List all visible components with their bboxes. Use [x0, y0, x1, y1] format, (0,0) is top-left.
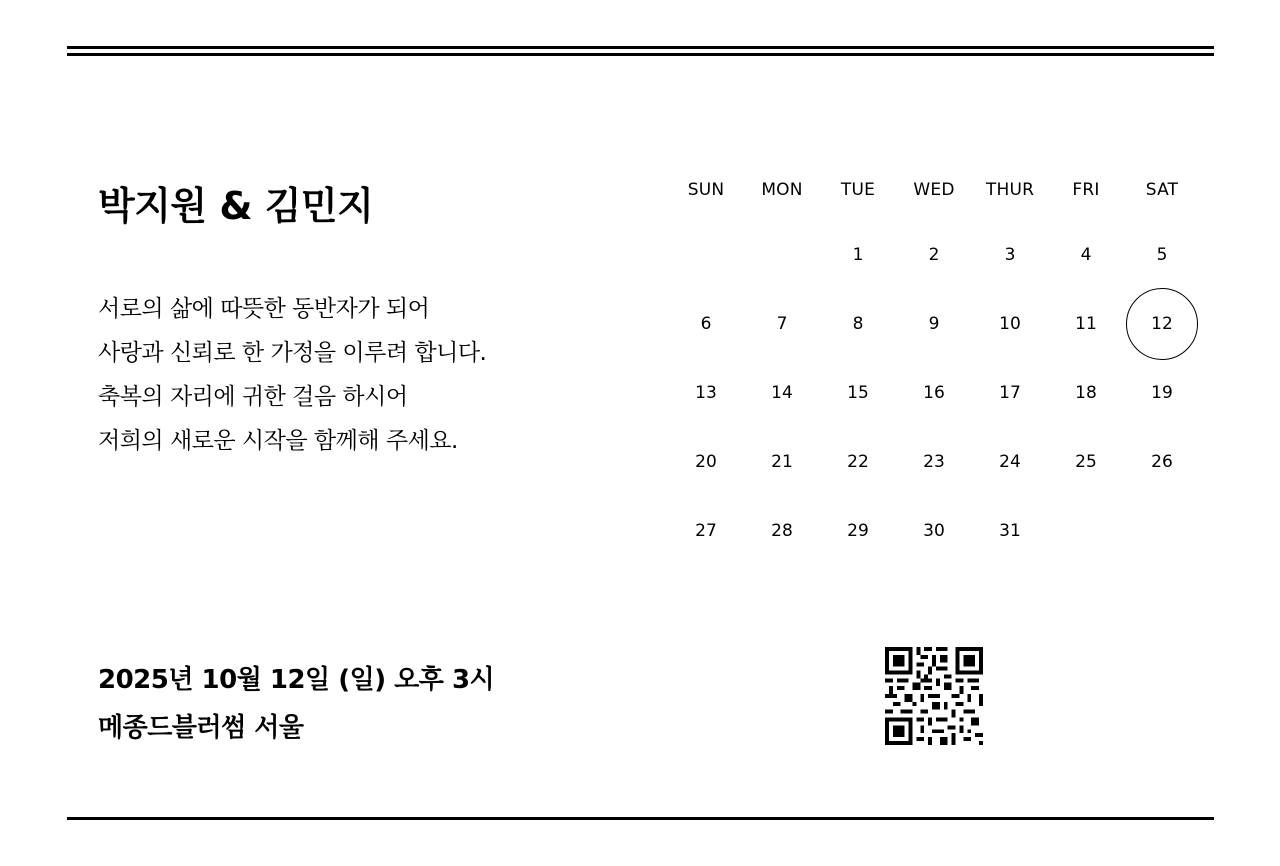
- calendar-day: [744, 496, 820, 565]
- calendar-day-number: 26: [1151, 451, 1173, 472]
- top-rule: [67, 46, 1214, 49]
- calendar-day: [668, 289, 744, 358]
- calendar-day-number: 9: [928, 313, 940, 334]
- calendar-day: [896, 289, 972, 358]
- calendar-day-number: 3: [1004, 244, 1016, 265]
- calendar-day: [820, 496, 896, 565]
- calendar-day-highlighted: [1124, 289, 1200, 358]
- calendar-day: [896, 427, 972, 496]
- calendar-week-row: [668, 289, 1200, 358]
- calendar-day-number: 5: [1156, 244, 1168, 265]
- calendar-empty-cell: [744, 220, 820, 289]
- calendar-day-number: 11: [1075, 313, 1097, 334]
- calendar-day-number: 15: [847, 382, 869, 403]
- calendar-day: [1124, 358, 1200, 427]
- calendar-day-number: 18: [1075, 382, 1097, 403]
- calendar-weekday-header: [668, 180, 1200, 200]
- calendar-day-number: 16: [923, 382, 945, 403]
- weekday-label: TUE: [840, 180, 876, 200]
- calendar-day: [972, 496, 1048, 565]
- calendar-day-number: 10: [999, 313, 1021, 334]
- calendar-day: [896, 358, 972, 427]
- calendar-day-number: 4: [1080, 244, 1092, 265]
- calendar-day: [1124, 220, 1200, 289]
- weekday-label: SUN: [687, 180, 725, 200]
- couple-names: 박지원 & 김민지: [98, 184, 374, 228]
- calendar-day-number: 13: [695, 382, 717, 403]
- calendar-week-row: [668, 427, 1200, 496]
- calendar-day-number: 1: [852, 244, 864, 265]
- calendar-day: [1048, 220, 1124, 289]
- top-rule-inner: [67, 53, 1214, 56]
- calendar-day-number: 19: [1151, 382, 1173, 403]
- calendar-empty-cell: [1124, 496, 1200, 565]
- message-line: 서로의 삶에 따뜻한 동반자가 되어: [98, 296, 430, 322]
- calendar-day-number: 7: [776, 313, 788, 334]
- calendar-day-number: 29: [847, 520, 869, 541]
- calendar-day-number: 28: [771, 520, 793, 541]
- calendar-day: [744, 289, 820, 358]
- weekday-label: SAT: [1145, 180, 1179, 200]
- calendar-day: [972, 220, 1048, 289]
- calendar-week-row: [668, 358, 1200, 427]
- calendar-day: [820, 427, 896, 496]
- calendar-day: [820, 220, 896, 289]
- calendar-day: [972, 358, 1048, 427]
- calendar-day: [1048, 358, 1124, 427]
- calendar-day: [820, 358, 896, 427]
- calendar-day-number: 27: [695, 520, 717, 541]
- calendar-day: [1048, 289, 1124, 358]
- weekday-label: WED: [913, 180, 955, 200]
- calendar-day: [820, 289, 896, 358]
- calendar-day-number: 21: [771, 451, 793, 472]
- message-line: 축복의 자리에 귀한 걸음 하시어: [98, 384, 408, 410]
- calendar-grid: [668, 220, 1200, 565]
- calendar-day-number: 8: [852, 313, 864, 334]
- calendar-day-number: 31: [999, 520, 1021, 541]
- bottom-rule: [67, 817, 1214, 820]
- invitation-message: [98, 287, 486, 463]
- calendar-empty-cell: [1048, 496, 1124, 565]
- calendar-day: [896, 220, 972, 289]
- calendar-day: [1124, 427, 1200, 496]
- calendar-day-number: 25: [1075, 451, 1097, 472]
- calendar-day-number: 12: [1151, 313, 1173, 334]
- calendar-empty-cell: [668, 220, 744, 289]
- calendar-week-row: [668, 220, 1200, 289]
- weekday-label: MON: [761, 180, 803, 200]
- event-info: [98, 656, 494, 752]
- calendar-day: [744, 358, 820, 427]
- calendar-day-number: 17: [999, 382, 1021, 403]
- calendar-day: [668, 496, 744, 565]
- calendar-day-number: 24: [999, 451, 1021, 472]
- qr-code-icon: [885, 646, 983, 746]
- calendar-day: [668, 358, 744, 427]
- calendar-day: [972, 289, 1048, 358]
- event-datetime: 2025년 10월 12일 (일) 오후 3시: [98, 665, 495, 695]
- calendar-day-number: 2: [928, 244, 940, 265]
- calendar-day: [744, 427, 820, 496]
- calendar-day-number: 30: [923, 520, 945, 541]
- calendar-day: [896, 496, 972, 565]
- calendar-day: [1048, 427, 1124, 496]
- calendar-day: [972, 427, 1048, 496]
- calendar-day-number: 6: [700, 313, 712, 334]
- calendar-day-number: 23: [923, 451, 945, 472]
- weekday-label: THUR: [985, 180, 1035, 200]
- calendar: [668, 180, 1200, 541]
- calendar-day-number: 20: [695, 451, 717, 472]
- calendar-week-row: [668, 496, 1200, 565]
- weekday-label: FRI: [1072, 180, 1100, 200]
- message-line: 저희의 새로운 시작을 함께해 주세요.: [98, 428, 458, 454]
- message-line: 사랑과 신뢰로 한 가정을 이루려 합니다.: [98, 340, 487, 366]
- calendar-day: [668, 427, 744, 496]
- event-venue: 메종드블러썸 서울: [98, 713, 304, 743]
- calendar-day-number: 22: [847, 451, 869, 472]
- calendar-day-number: 14: [771, 382, 793, 403]
